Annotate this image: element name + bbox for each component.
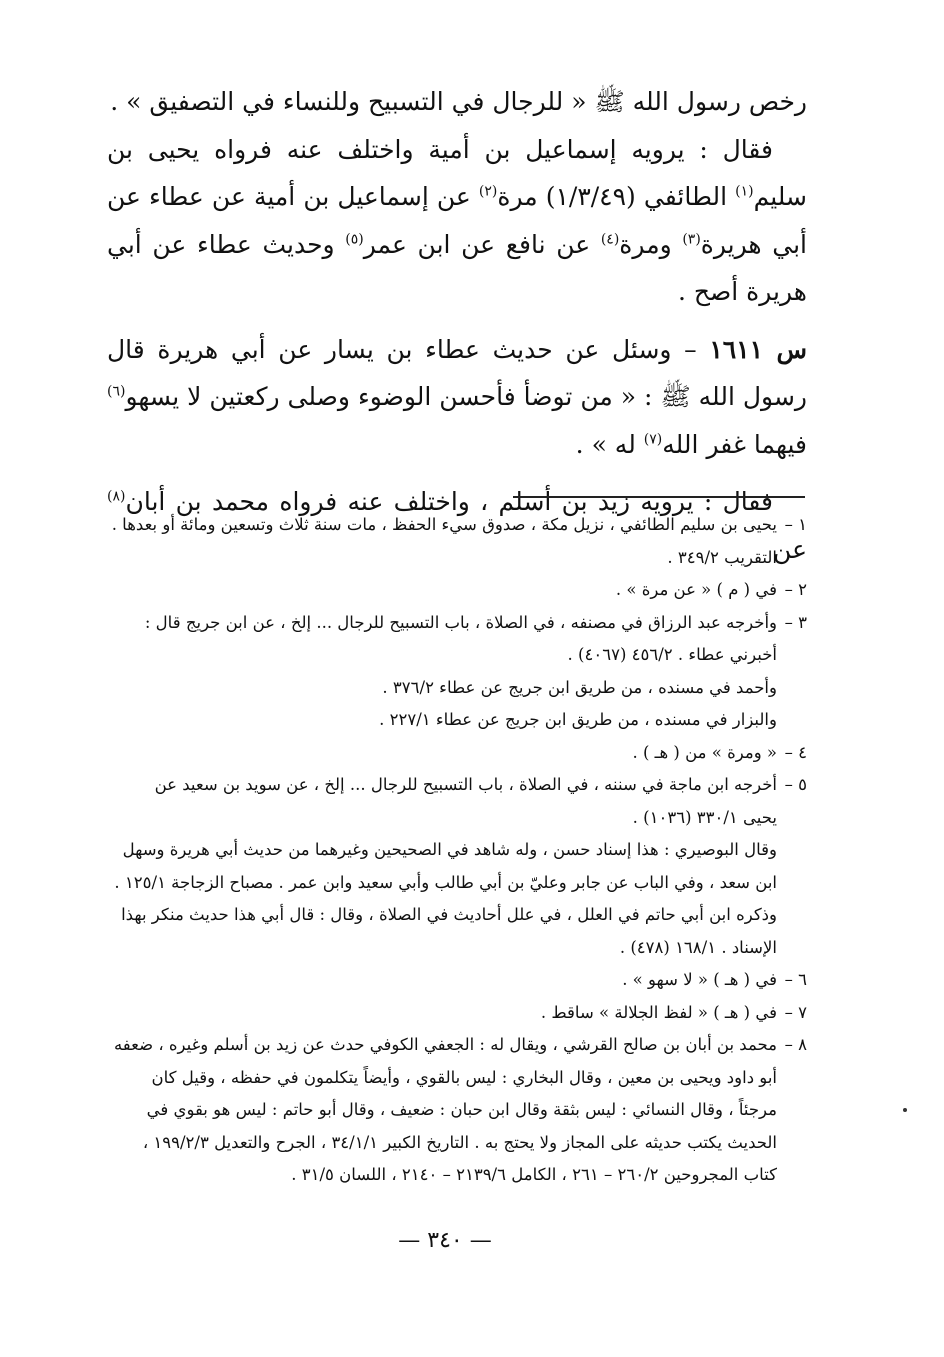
footnote-number: ٧ – — [784, 1002, 807, 1022]
footnote-5 — [107, 769, 807, 964]
footnote-body — [107, 509, 777, 574]
footnote-ref-3[interactable]: (٣) — [682, 231, 701, 248]
footnote-line: الإسناد . ١٦٨/١ (٤٧٨) . — [619, 937, 777, 957]
footnote-number: ٣ – — [784, 612, 807, 632]
main-text — [107, 78, 807, 573]
question-number: س ١٦١١ — [709, 334, 807, 364]
footnote-body — [107, 737, 777, 770]
footnote-line: في ( هـ ) « لا سهو » . — [622, 970, 777, 989]
footnote-number: ٦ – — [784, 970, 807, 989]
footnote-ref-7[interactable]: (٧) — [643, 431, 663, 448]
footnote-number: ٨ – — [784, 1035, 807, 1054]
question-text-c: له » . — [575, 429, 636, 459]
footnote-line: وقال البوصيري : هذا إسناد حسن ، وله شاهد في الصحيحين وغيرهما من حديث أبي هريرة وسهل — [122, 840, 777, 859]
answer-1-text-f: وحديث عطاء عن أبي هريرة أصح . — [107, 229, 807, 306]
footnote-line: « ومرة » من ( هـ ) . — [632, 742, 777, 762]
answer-1-text-d: ومرة — [619, 229, 672, 259]
footnote-line: وأخرجه عبد الرزاق في مصنفه ، في الصلاة ، باب التسبيح للرجال ... إلخ ، عن ابن جريج قال : — [144, 612, 777, 632]
question-text-b: فيهما غفر الله — [662, 429, 807, 459]
answer-2-text-b: عن — [773, 534, 807, 564]
footnote-line: التقريب ٣٤٩/٢ . — [667, 547, 777, 567]
footnote-line: الحديث يكتب حديثه على المجاز ولا يحتج به . التاريخ الكبير ٣٤/١/١ ، الجرح والتعديل ١٩٩/٢/٣ ، — [142, 1132, 777, 1152]
main-line-1 — [107, 78, 807, 126]
footnote-ref-6[interactable]: (٦) — [107, 383, 126, 400]
answer-paragraph-1 — [107, 126, 807, 316]
footnote-ref-4[interactable]: (٤) — [600, 231, 620, 248]
footnote-separator — [513, 496, 805, 498]
page-number: — ٣٤٠ — — [398, 1228, 492, 1253]
footnote-body — [107, 997, 777, 1030]
footnote-line: وأحمد في مسنده ، من طريق ابن جريج عن عطاء ٣٧٦/٢ . — [382, 677, 777, 697]
footnote-line: والبزار في مسنده ، من طريق ابن جريج عن عطاء ٢٢٧/١ . — [379, 710, 777, 729]
footnote-number: ١ – — [784, 515, 807, 534]
line-1-text: رخص رسول الله ﷺ « للرجال في التسبيح وللنساء في التصفيق » . — [110, 87, 807, 116]
footnote-line: كتاب المجروحين ٢٦٠/٢ – ٢٦١ ، الكامل ٢١٣٩/٦ – ٢١٤٠ ، اللسان ٣١/٥ . — [291, 1165, 777, 1184]
footnote-line: أبو داود ويحيى بن معين ، وقال البخاري : ليس بالقوي ، وأيضاً يتكلمون في حفظه ، وقيل كان — [151, 1067, 777, 1087]
footnote-body — [107, 574, 777, 607]
footnote-number: ٥ – — [784, 775, 807, 794]
footnote-1 — [107, 509, 807, 574]
footnote-6 — [107, 964, 807, 997]
answer-2-text-a: فقال : يرويه زيد بن أسلم ، واختلف عنه فرواه محمد بن أبان — [125, 487, 773, 516]
footnote-ref-1[interactable]: (١) — [735, 183, 754, 200]
footnote-2 — [107, 574, 807, 607]
answer-1-text-e: عن نافع عن ابن عمر — [363, 229, 591, 259]
footnote-line: وذكره ابن أبي حاتم في العلل ، في علل أحاديث في الصلاة ، وقال : قال أبي هذا حديث منكر بهذا — [121, 905, 777, 924]
footnote-7 — [107, 997, 807, 1030]
footnote-line: يحيى ٣٣٠/١ (١٠٣٦) . — [632, 807, 777, 827]
footnote-ref-5[interactable]: (٥) — [345, 231, 364, 248]
footnote-body — [107, 769, 777, 964]
answer-1-text-b: الطائفي (١/٣/٤٩) مرة — [497, 182, 728, 211]
answer-1-text-c: عن إسماعيل بن أمية عن عطاء عن أبي هريرة — [107, 182, 808, 259]
footnote-line: في ( م ) « عن مرة » . — [615, 580, 777, 599]
footnote-body — [107, 1029, 777, 1192]
footnote-ref-8[interactable]: (٨) — [107, 488, 126, 505]
footnote-line: أخبرني عطاء . ٤٥٦/٢ (٤٠٦٧) . — [567, 645, 777, 664]
footnote-ref-2[interactable]: (٢) — [478, 183, 498, 200]
footnote-line: محمد بن أبان بن صالح القرشي ، ويقال له : الجعفي الكوفي حدث عن زيد بن أسلم وغيره ، ضعفه — [113, 1035, 777, 1054]
footnote-line: في ( هـ ) « لفظ الجلالة » ساقط . — [540, 1002, 777, 1022]
footnote-line: ابن سعد ، وفي الباب عن جابر وعليّ بن أبي طالب وأبي سعيد وابن عمر . مصباح الزجاجة ١٢٥/١ . — [114, 872, 777, 892]
question-paragraph — [107, 326, 807, 469]
footnote-4 — [107, 737, 807, 770]
footnote-line: مرجئاً ، وقال النسائي : ليس بثقة وقال ابن حبان : ضعيف ، وقال أبو حاتم : ليس هو بقوي في — [146, 1100, 777, 1119]
footnote-number: ٤ – — [784, 742, 807, 762]
question-text-a: – وسئل عن حديث عطاء بن يسار عن أبي هريرة قال رسول الله ﷺ : « من توضأ فأحسن الوضوء وصلى ركعتين لا يسهو — [107, 334, 807, 411]
footnote-line: يحيى بن سليم الطائفي ، نزيل مكة ، صدوق سيء الحفظ ، مات سنة ثلاث وتسعين ومائة أو بعدها . — [111, 515, 777, 534]
answer-1-text-a: فقال : يرويه إسماعيل بن أمية واختلف عنه فرواه يحيى بن سليم — [107, 134, 807, 211]
footnote-body — [107, 964, 777, 997]
footnote-body — [107, 607, 777, 737]
footnotes — [107, 509, 807, 1192]
footnote-8 — [107, 1029, 807, 1192]
scan-speck — [903, 1108, 907, 1112]
footnote-number: ٢ – — [784, 580, 807, 599]
footnote-line: أخرجه ابن ماجة في سننه ، في الصلاة ، باب التسبيح للرجال ... إلخ ، عن سويد بن سعيد عن — [154, 775, 777, 794]
footnote-3 — [107, 607, 807, 737]
